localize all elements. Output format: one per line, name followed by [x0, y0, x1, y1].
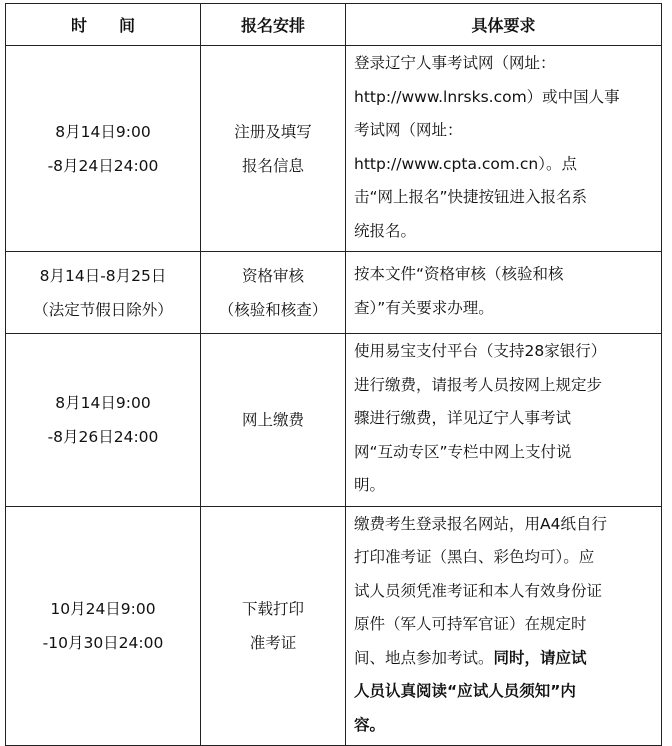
bold-notice: 容。	[354, 715, 386, 734]
requirements-cell: 登录辽宁人事考试网（网址： http://www.lnrsks.com）或中国人事 考试网（网址： http://www.cpta.com.cn）。点 击“网上报名”快捷按钮进入报名系 统报名。	[346, 46, 662, 252]
table-row	[6, 506, 662, 746]
header-requirements: 具体要求	[346, 4, 662, 46]
table-row	[6, 46, 662, 252]
arrangement-cell: 网上缴费	[201, 334, 346, 507]
header-row	[6, 4, 662, 46]
bold-notice: 人员认真阅读“应试人员须知”内	[354, 682, 576, 700]
arrangement-cell: 注册及填写 报名信息	[201, 46, 346, 252]
arrangement-cell: 资格审核 （核验和核查）	[201, 252, 346, 334]
arrangement-cell: 下载打印 准考证	[201, 506, 346, 746]
bold-notice: 同时，请应试	[493, 648, 587, 667]
table-row	[6, 334, 662, 507]
time-cell: 10月24日9:00 -10月30日24:00	[6, 506, 201, 746]
time-cell: 8月14日9:00 -8月24日24:00	[6, 46, 201, 252]
header-arrangement: 报名安排	[201, 4, 346, 46]
requirements-cell: 按本文件“资格审核（核验和核 查）”有关要求办理。	[346, 252, 662, 334]
registration-schedule-table	[5, 3, 662, 746]
header-time: 时 间	[6, 4, 201, 46]
time-cell: 8月14日9:00 -8月26日24:00	[6, 334, 201, 507]
time-cell: 8月14日-8月25日 （法定节假日除外）	[6, 252, 201, 334]
requirements-cell: 缴费考生登录报名网站，用A4纸自行 打印准考证（黑白、彩色均可）。应 试人员须凭准考证和本人有效身份证 原件（军人可持军官证）在规定时 间、地点参加考试。同时，请应试 人员认真阅读“应试人员须知”内 容。	[346, 506, 662, 746]
table-row	[6, 252, 662, 334]
requirements-cell: 使用易宝支付平台（支持28家银行） 进行缴费，请报考人员按网上规定步 骤进行缴费，详见辽宁人事考试 网“互动专区”专栏中网上支付说 明。	[346, 334, 662, 507]
